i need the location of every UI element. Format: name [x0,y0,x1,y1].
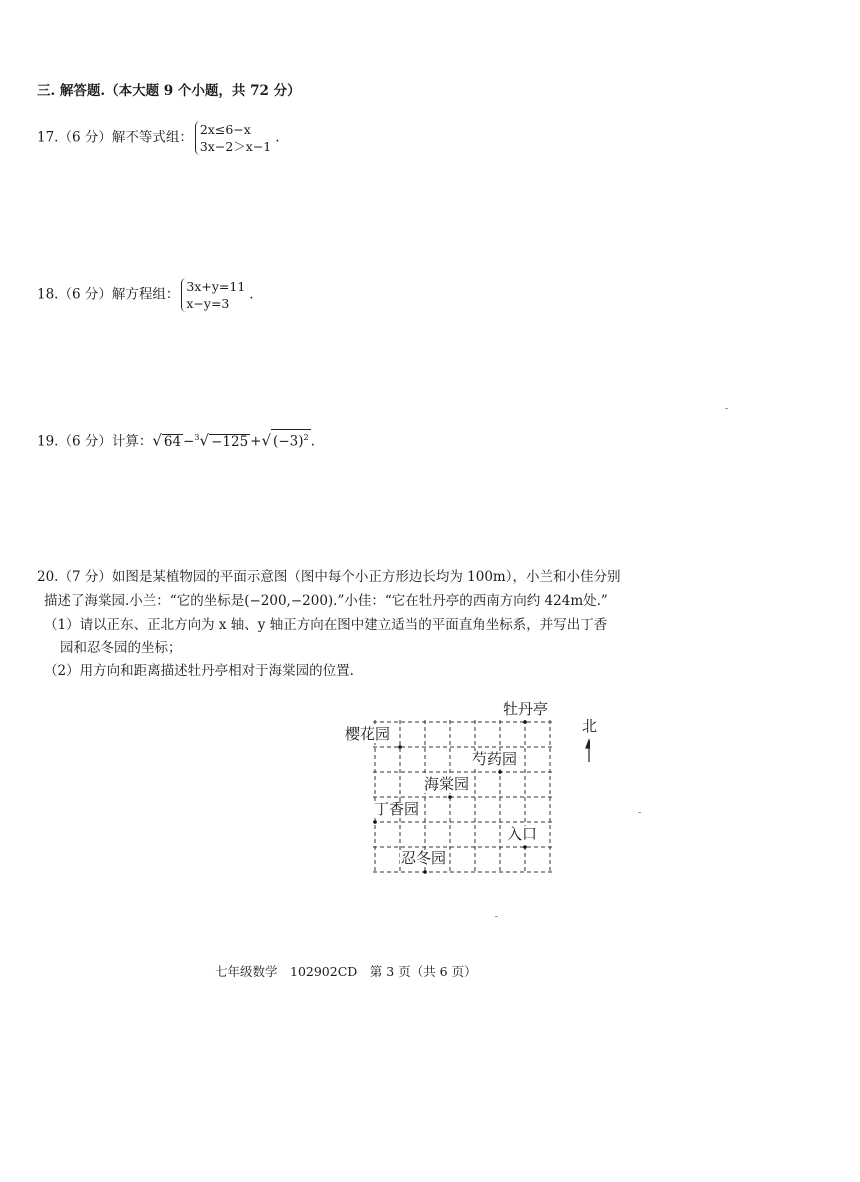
rukou-point [523,845,527,849]
q19-suffix: . [310,433,315,450]
page-footer: 七年级数学 102902CD 第 3 页（共 6 页） [215,964,477,979]
sqrt-radicand-2 [271,429,311,450]
sqrt-radicand-1: 64 [163,433,182,450]
cbrt-sign-icon: √ [199,431,210,450]
question-17 [37,121,280,155]
q20-line-1: 20.（7 分）如图是某植物园的平面示意图（图中每个小正方形边长均为 100m），小兰和小佳分别 [37,569,621,585]
q18-line2: x−y=3 [186,296,230,311]
question-19 [37,429,315,451]
q17-line2: 3x−2＞x−1 [199,139,272,154]
label-dingxiangyuan: 丁香园 [374,800,420,818]
haitangyuan-point [448,795,452,799]
q20-line-5: （2）用方向和距离描述牡丹亭相对于海棠园的位置. [44,663,354,679]
sqrt-sign-icon: √ [152,431,162,450]
q20-line-4: 园和忍冬园的坐标； [60,640,182,656]
label-haitangyuan: 海棠园 [424,775,470,793]
botanical-garden-map [330,690,598,880]
q19-prefix: 19.（6 分）计算： [37,433,153,450]
q17-prefix: 17.（6 分）解不等式组： [37,129,193,146]
label-rukou: 入口 [507,825,538,843]
q17-suffix: . [275,129,280,146]
north-arrow-icon [586,740,590,748]
cbrt-radicand: −125 [211,433,249,450]
mudanting-point [523,720,527,724]
q20-line-3: （1）请以正东、正北方向为 x 轴、y 轴正方向在图中建立适当的平面直角坐标系，并写出丁香 [44,617,608,633]
cbrt-index: 3 [194,433,200,442]
scan-speck [725,408,728,409]
label-yinghuayuan: 樱花园 [345,725,391,743]
sqrt2-base: (−3) [273,433,304,450]
q18-line1: 3x+y=11 [186,279,246,294]
yinghuayuan-point [398,745,402,749]
label-shaoyaoyuan: 芍药园 [472,750,518,768]
inequality-system [195,121,271,155]
rendongyuan-point [423,870,427,874]
question-18 [37,278,254,312]
sqrt-sign-icon-2: √ [261,431,272,450]
q19-minus: − [183,433,195,450]
label-rendongyuan: 忍冬园 [401,849,447,867]
q17-line1: 2x≤6−x [199,122,251,137]
q19-plus: + [250,433,262,450]
scan-speck [495,916,498,917]
sqrt2-exponent: 2 [303,433,309,442]
equation-system [181,278,245,312]
north-label: 北 [582,717,598,735]
q20-line-2: 描述了海棠园.小兰：“它的坐标是(−200,−200).”小佳：“它在牡丹亭的西南方向约 424m处.” [44,593,608,609]
q18-suffix: . [249,286,254,303]
shaoyaoyuan-point [498,770,502,774]
section-header: 三. 解答题.（本大题 9 个小题，共 72 分） [37,83,301,99]
dingxiangyuan-point [373,820,377,824]
scan-speck [638,812,641,813]
q18-prefix: 18.（6 分）解方程组： [37,286,180,303]
label-mudanting: 牡丹亭 [503,700,549,718]
